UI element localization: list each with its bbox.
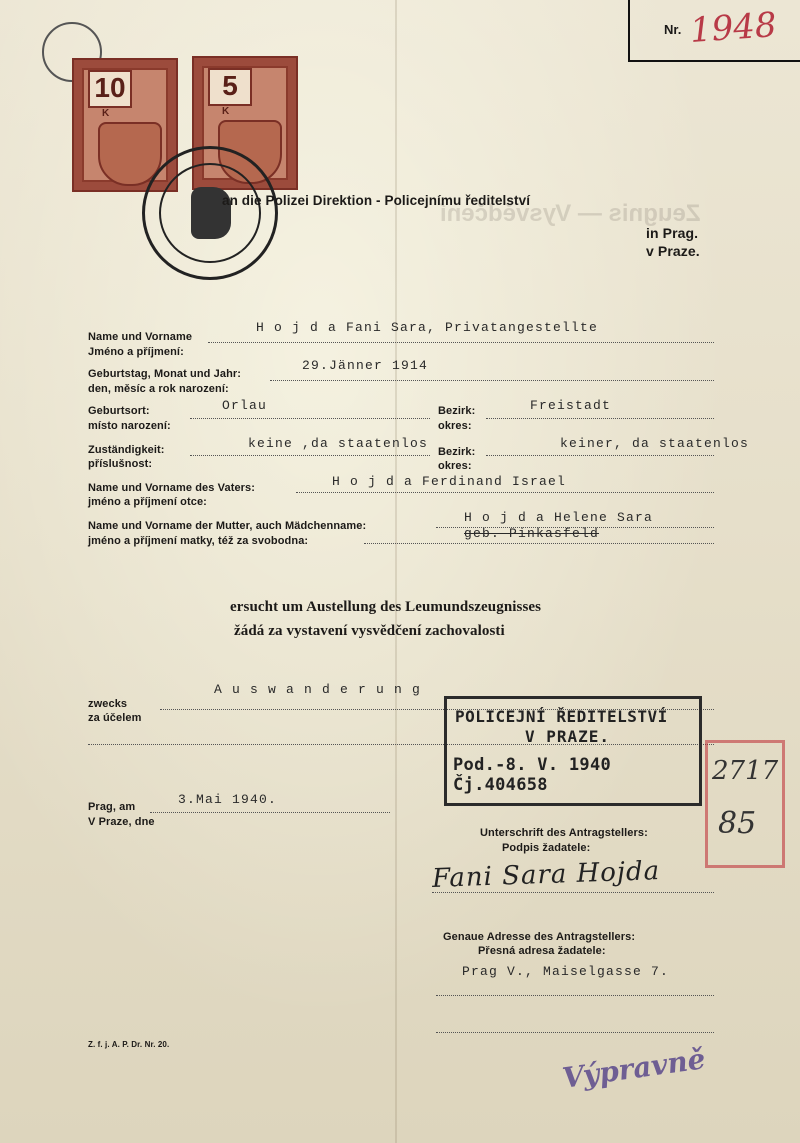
applicant-signature: Fani Sara Hojda [431, 856, 661, 894]
purpose-label-de: zwecks [88, 698, 128, 710]
birthplace-district-label-cs: okres: [438, 420, 472, 432]
birthplace-line [190, 418, 430, 419]
handwritten-ref-1: 2717 [712, 756, 779, 786]
name-label-cs: Jméno a příjmení: [88, 346, 184, 358]
number-label: Nr. [664, 22, 682, 37]
name-value: H o j d a Fani Sara, Privatangestellte [256, 320, 599, 335]
father-label-cs: jméno a příjmení otce: [88, 496, 207, 508]
purpose-label-cs: za účelem [88, 712, 142, 724]
citizenship-district-label-cs: okres: [438, 460, 472, 472]
stamp-value: 5 [208, 68, 252, 106]
mother-value: H o j d a Helene Sara [464, 510, 654, 525]
paper-fold [395, 0, 397, 1143]
mother-maiden-name: geb. Pinkasfeld [464, 526, 600, 541]
signature-line [432, 892, 714, 893]
birthplace-label-de: Geburtsort: [88, 405, 150, 417]
date-value: 3.Mai 1940. [178, 792, 278, 807]
father-label-de: Name und Vorname des Vaters: [88, 482, 256, 494]
mother-label-cs: jméno a příjmení matky, též za svobodna: [88, 535, 309, 547]
stamp-unit: K [222, 106, 230, 117]
city-de: in Prag. [646, 225, 699, 241]
mother-line-2 [364, 543, 714, 544]
birthdate-value: 29.Jänner 1914 [302, 358, 429, 373]
address-line-2 [436, 1032, 714, 1033]
stamp-line-2: V PRAZE. [525, 727, 611, 746]
birthplace-district-value: Freistadt [530, 398, 612, 413]
birthplace-district-label-de: Bezirk: [438, 405, 476, 417]
stamp-line-1: POLICEJNÍ ŘEDITELSTVÍ [455, 707, 668, 726]
mother-label-de: Name und Vorname der Mutter, auch Mädchenname: [88, 520, 367, 532]
citizenship-line [190, 455, 430, 456]
city-cs: v Praze. [646, 243, 700, 259]
authority-heading: an die Polizei Direktion - Policejnímu ředitelství [222, 193, 531, 208]
address-line [436, 995, 714, 996]
signature-label-de: Unterschrift des Antragstellers: [480, 827, 648, 839]
birthdate-label-cs: den, měsíc a rok narození: [88, 383, 229, 395]
date-line [150, 812, 390, 813]
police-round-seal-icon [142, 146, 278, 280]
address-label-de: Genaue Adresse des Antragstellers: [443, 931, 636, 943]
citizenship-label-cs: příslušnost: [88, 458, 153, 470]
request-line-cs: žádá za vystavení vysvědčení zachovalosti [234, 623, 505, 639]
father-value: H o j d a Ferdinand Israel [332, 474, 567, 489]
birthplace-value: Orlau [222, 398, 268, 413]
name-line [208, 342, 714, 343]
citizenship-value: keine ,da staatenlos [248, 436, 429, 451]
citizenship-district-label-de: Bezirk: [438, 446, 476, 458]
mother-line [436, 527, 714, 528]
signature-label-cs: Podpis žadatele: [502, 842, 591, 854]
citizenship-district-value: keiner, da staatenlos [560, 436, 750, 451]
request-line-de: ersucht um Austellung des Leumundszeugnisses [230, 599, 542, 615]
birthdate-line [270, 380, 714, 381]
birthplace-label-cs: místo narození: [88, 420, 171, 432]
date-label-cs: V Praze, dne [88, 816, 155, 828]
handwritten-ref-2: 85 [718, 806, 757, 841]
stamp-line-3: Pod.-8. V. 1940 Čj.404658 [453, 755, 612, 795]
stamp-unit: K [102, 108, 110, 119]
bleed-through-text: Zeugnis — Vysvědčení [440, 200, 701, 227]
name-label-de: Name und Vorname [88, 331, 193, 343]
date-label-de: Prag, am [88, 801, 136, 813]
violet-dispatch-stamp: Výpravně [560, 1042, 708, 1095]
birthdate-label-de: Geburtstag, Monat und Jahr: [88, 368, 242, 380]
form-code: Z. f. j. A. P. Dr. Nr. 20. [88, 1040, 170, 1049]
address-value: Prag V., Maiselgasse 7. [462, 964, 670, 979]
address-label-cs: Přesná adresa žadatele: [478, 945, 606, 957]
citizenship-district-line [486, 455, 714, 456]
purpose-value: A u s w a n d e r u n g [214, 682, 422, 697]
father-line [296, 492, 714, 493]
number-value: 1948 [688, 5, 778, 51]
birthplace-district-line [486, 418, 714, 419]
citizenship-label-de: Zuständigkeit: [88, 444, 165, 456]
police-registry-stamp [444, 696, 702, 806]
stamp-value: 10 [88, 70, 132, 108]
